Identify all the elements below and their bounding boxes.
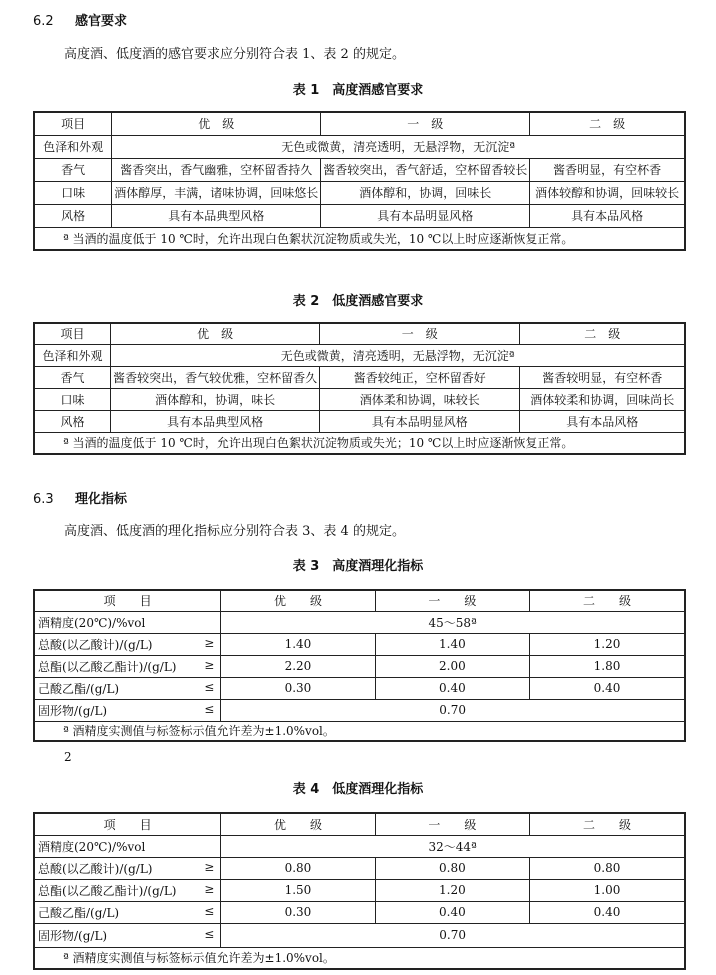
table-header-row xyxy=(34,112,685,135)
row-label-text: 固形物/(g/L) xyxy=(38,928,108,943)
row-label-text: 己酸乙酯/(g/L) xyxy=(38,681,120,696)
row-label xyxy=(34,633,221,655)
table-cell: 具有本品典型风格 xyxy=(112,204,321,227)
table-cell: 酒体醇和，协调，回味长 xyxy=(321,181,530,204)
table-row xyxy=(34,633,685,655)
table-cell: 0.80 xyxy=(530,857,685,879)
section-title: 感官要求 xyxy=(75,14,128,29)
table-cell: 2.20 xyxy=(221,655,375,677)
row-label: 口味 xyxy=(34,388,111,410)
table-cell: 0.80 xyxy=(375,857,529,879)
row-label: 口味 xyxy=(34,181,112,204)
table-3 xyxy=(33,589,686,742)
table-row xyxy=(34,923,685,947)
table-cell: 酱香突出，香气幽雅，空杯留香持久 xyxy=(112,158,321,181)
table-3-caption: 表 3 高度酒理化指标 xyxy=(292,559,424,574)
operator-symbol: ≤ xyxy=(204,926,215,941)
table-row xyxy=(34,158,685,181)
table-2 xyxy=(33,322,686,455)
row-label: 色泽和外观 xyxy=(34,135,112,158)
row-label: 风格 xyxy=(34,204,112,227)
table-cell: 具有本品典型风格 xyxy=(111,410,320,432)
merged-cell: 0.70 xyxy=(221,699,685,721)
table-cell: 0.80 xyxy=(221,857,375,879)
merged-cell: 无色或微黄，清亮透明，无悬浮物，无沉淀ª xyxy=(112,135,685,158)
table-cell: 1.40 xyxy=(375,633,529,655)
table-cell: 2.00 xyxy=(375,655,529,677)
header-cell: 优 级 xyxy=(221,813,375,835)
merged-cell: 0.70 xyxy=(221,923,685,947)
section-number: 6.2 xyxy=(33,14,54,29)
row-label xyxy=(34,699,221,721)
header-cell: 优 级 xyxy=(221,590,375,611)
section-number: 6.3 xyxy=(33,492,54,507)
table-row xyxy=(34,699,685,721)
row-label: 酒精度(20℃)/%vol xyxy=(34,611,221,633)
row-label: 香气 xyxy=(34,366,111,388)
table-cell: 1.50 xyxy=(221,879,375,901)
table-header-row xyxy=(34,323,685,344)
table-footnote: ª 当酒的温度低于 10 ℃时，允许出现白色絮状沉淀物质或失光，10 ℃以上时应逐渐恢复正常。 xyxy=(34,227,685,250)
row-label-text: 总酸(以乙酸计)/(g/L) xyxy=(38,637,153,652)
table-footnote: ª 当酒的温度低于 10 ℃时，允许出现白色絮状沉淀物质或失光；10 ℃以上时应逐渐恢复正常。 xyxy=(34,432,685,454)
header-cell: 项 目 xyxy=(34,590,221,611)
row-label xyxy=(34,677,221,699)
section-paragraph: 高度酒、低度酒的理化指标应分别符合表 3、表 4 的规定。 xyxy=(64,524,405,539)
header-cell: 一 级 xyxy=(375,813,529,835)
operator-symbol: ≥ xyxy=(204,859,215,874)
merged-cell: 32～44ª xyxy=(221,835,685,857)
table-cell: 具有本品风格 xyxy=(520,410,685,432)
table-cell: 具有本品明显风格 xyxy=(321,204,530,227)
table-cell: 酱香较纯正，空杯留香好 xyxy=(320,366,520,388)
page-number: 2 xyxy=(64,750,72,764)
merged-cell: 45～58ª xyxy=(221,611,685,633)
row-label xyxy=(34,879,221,901)
table-4 xyxy=(33,812,686,970)
table-cell: 酱香较突出，香气舒适，空杯留香较长 xyxy=(321,158,530,181)
table-cell: 酱香较突出，香气较优雅，空杯留香久 xyxy=(111,366,320,388)
header-cell: 一 级 xyxy=(320,323,520,344)
row-label xyxy=(34,923,221,947)
table-row xyxy=(34,204,685,227)
section-title: 理化指标 xyxy=(75,492,128,507)
table-footnote: ª 酒精度实测值与标签标示值允许差为±1.0%vol。 xyxy=(34,721,685,741)
header-cell: 项目 xyxy=(34,323,111,344)
row-label-text: 固形物/(g/L) xyxy=(38,703,108,718)
operator-symbol: ≥ xyxy=(204,657,215,672)
table-cell: 酒体较醇和协调，回味较长 xyxy=(530,181,685,204)
row-label: 香气 xyxy=(34,158,112,181)
table-footnote-row xyxy=(34,227,685,250)
table-header-row xyxy=(34,590,685,611)
table-row xyxy=(34,135,685,158)
table-1-caption: 表 1 高度酒感官要求 xyxy=(292,83,424,98)
header-cell: 二 级 xyxy=(520,323,685,344)
table-row xyxy=(34,611,685,633)
header-cell: 一 级 xyxy=(321,112,530,135)
table-row xyxy=(34,879,685,901)
table-row xyxy=(34,857,685,879)
row-label-text: 总酸(以乙酸计)/(g/L) xyxy=(38,861,153,876)
operator-symbol: ≥ xyxy=(204,881,215,896)
table-cell: 酒体较柔和协调，回味尚长 xyxy=(520,388,685,410)
table-cell: 酒体醇和，协调，味长 xyxy=(111,388,320,410)
header-cell: 二 级 xyxy=(530,112,685,135)
table-cell: 酱香明显，有空杯香 xyxy=(530,158,685,181)
table-row xyxy=(34,835,685,857)
header-cell: 优 级 xyxy=(111,323,320,344)
table-row xyxy=(34,388,685,410)
table-row xyxy=(34,655,685,677)
section-heading-6-2 xyxy=(33,10,127,29)
table-cell: 0.30 xyxy=(221,901,375,923)
row-label-text: 总酯(以乙酸乙酯计)/(g/L) xyxy=(38,659,177,674)
operator-symbol: ≤ xyxy=(204,679,215,694)
operator-symbol: ≤ xyxy=(204,903,215,918)
table-row xyxy=(34,410,685,432)
section-heading-6-3 xyxy=(33,488,127,507)
table-4-caption: 表 4 低度酒理化指标 xyxy=(292,782,424,797)
row-label xyxy=(34,857,221,879)
header-cell: 一 级 xyxy=(375,590,529,611)
table-cell: 1.80 xyxy=(530,655,685,677)
table-cell: 酱香较明显，有空杯香 xyxy=(520,366,685,388)
row-label-text: 总酯(以乙酸乙酯计)/(g/L) xyxy=(38,883,177,898)
header-cell: 二 级 xyxy=(530,590,685,611)
table-cell: 0.40 xyxy=(530,677,685,699)
operator-symbol: ≥ xyxy=(204,635,215,650)
table-cell: 具有本品明显风格 xyxy=(320,410,520,432)
table-row xyxy=(34,366,685,388)
section-paragraph: 高度酒、低度酒的感官要求应分别符合表 1、表 2 的规定。 xyxy=(64,47,405,62)
header-cell: 项 目 xyxy=(34,813,221,835)
table-footnote-row xyxy=(34,721,685,741)
table-cell: 0.40 xyxy=(530,901,685,923)
row-label: 酒精度(20℃)/%vol xyxy=(34,835,221,857)
table-row xyxy=(34,181,685,204)
row-label xyxy=(34,655,221,677)
table-cell: 1.20 xyxy=(530,633,685,655)
table-row xyxy=(34,344,685,366)
row-label: 风格 xyxy=(34,410,111,432)
table-cell: 0.40 xyxy=(375,677,529,699)
table-footnote-row xyxy=(34,947,685,969)
table-2-caption: 表 2 低度酒感官要求 xyxy=(292,294,424,309)
table-cell: 1.00 xyxy=(530,879,685,901)
row-label-text: 己酸乙酯/(g/L) xyxy=(38,905,120,920)
table-cell: 0.30 xyxy=(221,677,375,699)
header-cell: 优 级 xyxy=(112,112,321,135)
table-cell: 酒体柔和协调，味较长 xyxy=(320,388,520,410)
table-cell: 具有本品风格 xyxy=(530,204,685,227)
row-label xyxy=(34,901,221,923)
table-footnote-row xyxy=(34,432,685,454)
table-1 xyxy=(33,111,686,251)
table-cell: 1.40 xyxy=(221,633,375,655)
merged-cell: 无色或微黄，清亮透明，无悬浮物，无沉淀ª xyxy=(111,344,685,366)
header-cell: 二 级 xyxy=(530,813,685,835)
header-cell: 项目 xyxy=(34,112,112,135)
row-label: 色泽和外观 xyxy=(34,344,111,366)
table-cell: 酒体醇厚，丰满，诸味协调，回味悠长 xyxy=(112,181,321,204)
table-cell: 0.40 xyxy=(375,901,529,923)
table-cell: 1.20 xyxy=(375,879,529,901)
table-row xyxy=(34,901,685,923)
operator-symbol: ≤ xyxy=(204,701,215,716)
table-footnote: ª 酒精度实测值与标签标示值允许差为±1.0%vol。 xyxy=(34,947,685,969)
table-row xyxy=(34,677,685,699)
table-header-row xyxy=(34,813,685,835)
